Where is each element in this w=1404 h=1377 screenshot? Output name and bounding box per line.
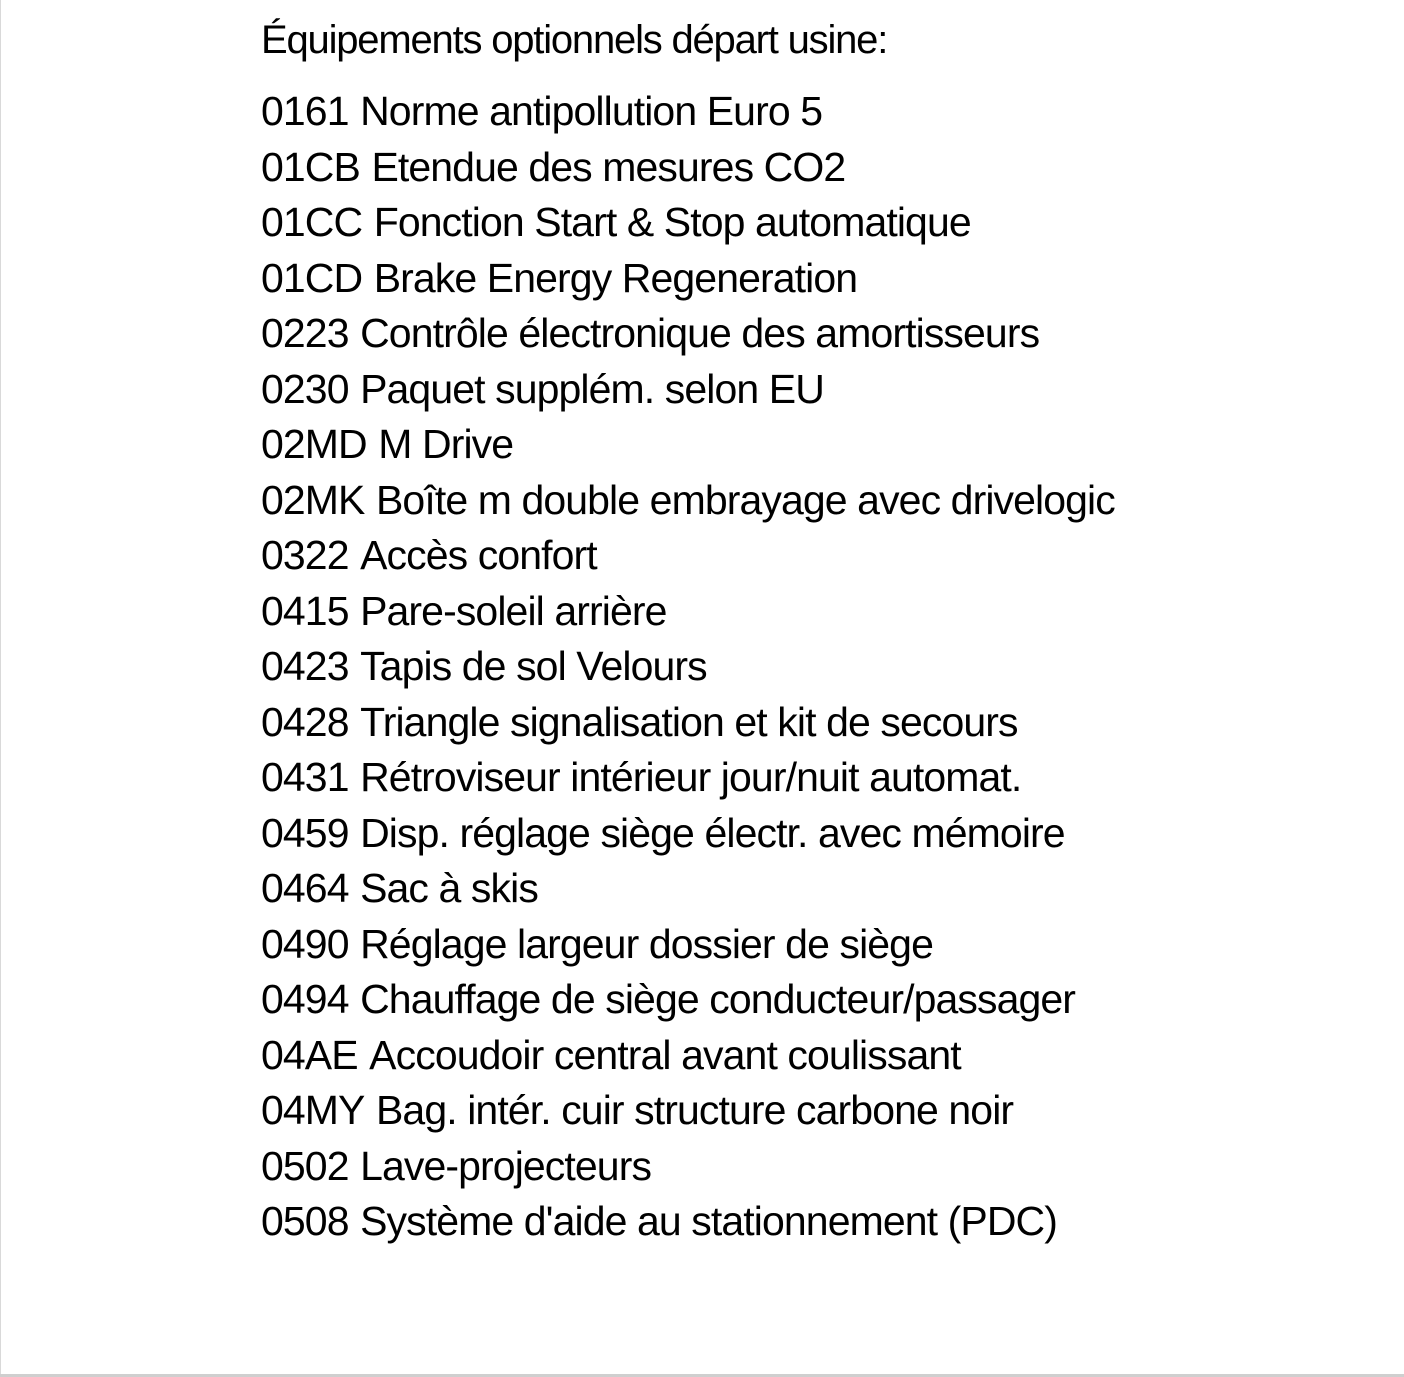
option-code: 02MK <box>261 476 365 523</box>
option-item <box>261 362 1361 418</box>
option-item <box>261 695 1361 751</box>
option-code: 0502 <box>261 1142 349 1189</box>
option-label: Brake Energy Regeneration <box>373 254 858 301</box>
option-label: Sac à skis <box>360 865 538 911</box>
option-item <box>261 584 1361 640</box>
option-code: 0494 <box>261 976 349 1022</box>
option-code: 01CC <box>261 199 363 245</box>
option-label: Lave-projecteurs <box>360 1142 652 1189</box>
option-item <box>261 1194 1361 1250</box>
option-label: Triangle signalisation et kit de secours <box>360 698 1018 745</box>
option-item <box>261 473 1361 529</box>
option-label: Contrôle électronique des amortisseurs <box>360 310 1040 356</box>
option-label: Système d'aide au stationnement (PDC) <box>360 1198 1058 1244</box>
option-code: 0322 <box>261 532 349 578</box>
option-item <box>261 972 1361 1028</box>
option-label: Disp. réglage siège électr. avec mémoire <box>360 809 1065 856</box>
option-item <box>261 195 1361 251</box>
option-label: M Drive <box>378 421 514 467</box>
document-title: Équipements optionnels départ usine: <box>261 18 888 62</box>
option-label: Accès confort <box>360 532 597 578</box>
option-item <box>261 750 1361 806</box>
option-item <box>261 140 1361 196</box>
option-code: 0415 <box>261 587 349 634</box>
option-item <box>261 306 1361 362</box>
option-code: 0423 <box>261 643 349 689</box>
option-item <box>261 639 1361 695</box>
option-item <box>261 251 1361 307</box>
option-code: 01CB <box>261 143 360 190</box>
option-code: 0223 <box>261 310 349 356</box>
option-item <box>261 917 1361 973</box>
option-label: Réglage largeur dossier de siège <box>360 920 933 967</box>
page-edge-left <box>0 0 1 1377</box>
option-code: 04MY <box>261 1087 365 1133</box>
option-label: Bag. intér. cuir structure carbone noir <box>375 1087 1014 1133</box>
option-item <box>261 528 1361 584</box>
option-code: 0490 <box>261 920 349 967</box>
option-item <box>261 861 1361 917</box>
option-code: 02MD <box>261 421 367 467</box>
options-document <box>261 14 1361 1250</box>
option-label: Pare-soleil arrière <box>360 587 667 634</box>
option-label: Boîte m double embrayage avec drivelogic <box>375 476 1115 523</box>
option-label: Rétroviseur intérieur jour/nuit automat. <box>360 754 1022 800</box>
option-item <box>261 1139 1361 1195</box>
option-label: Etendue des mesures CO2 <box>371 143 846 190</box>
option-item <box>261 1028 1361 1084</box>
option-code: 0428 <box>261 698 349 745</box>
option-code: 0230 <box>261 365 349 412</box>
option-label: Norme antipollution Euro 5 <box>360 88 823 134</box>
option-item <box>261 1083 1361 1139</box>
option-code: 0508 <box>261 1198 349 1244</box>
option-label: Fonction Start & Stop automatique <box>373 199 971 245</box>
option-label: Paquet supplém. selon EU <box>360 365 824 412</box>
option-code: 01CD <box>261 254 363 301</box>
option-item <box>261 417 1361 473</box>
option-label: Accoudoir central avant coulissant <box>369 1031 961 1078</box>
option-code: 0431 <box>261 754 349 800</box>
option-label: Tapis de sol Velours <box>360 643 707 689</box>
option-code: 0161 <box>261 88 349 134</box>
option-item <box>261 84 1361 140</box>
options-list <box>261 84 1361 1250</box>
option-code: 0464 <box>261 865 349 911</box>
option-code: 04AE <box>261 1031 358 1078</box>
option-item <box>261 806 1361 862</box>
option-label: Chauffage de siège conducteur/passager <box>360 976 1076 1022</box>
option-code: 0459 <box>261 809 349 856</box>
